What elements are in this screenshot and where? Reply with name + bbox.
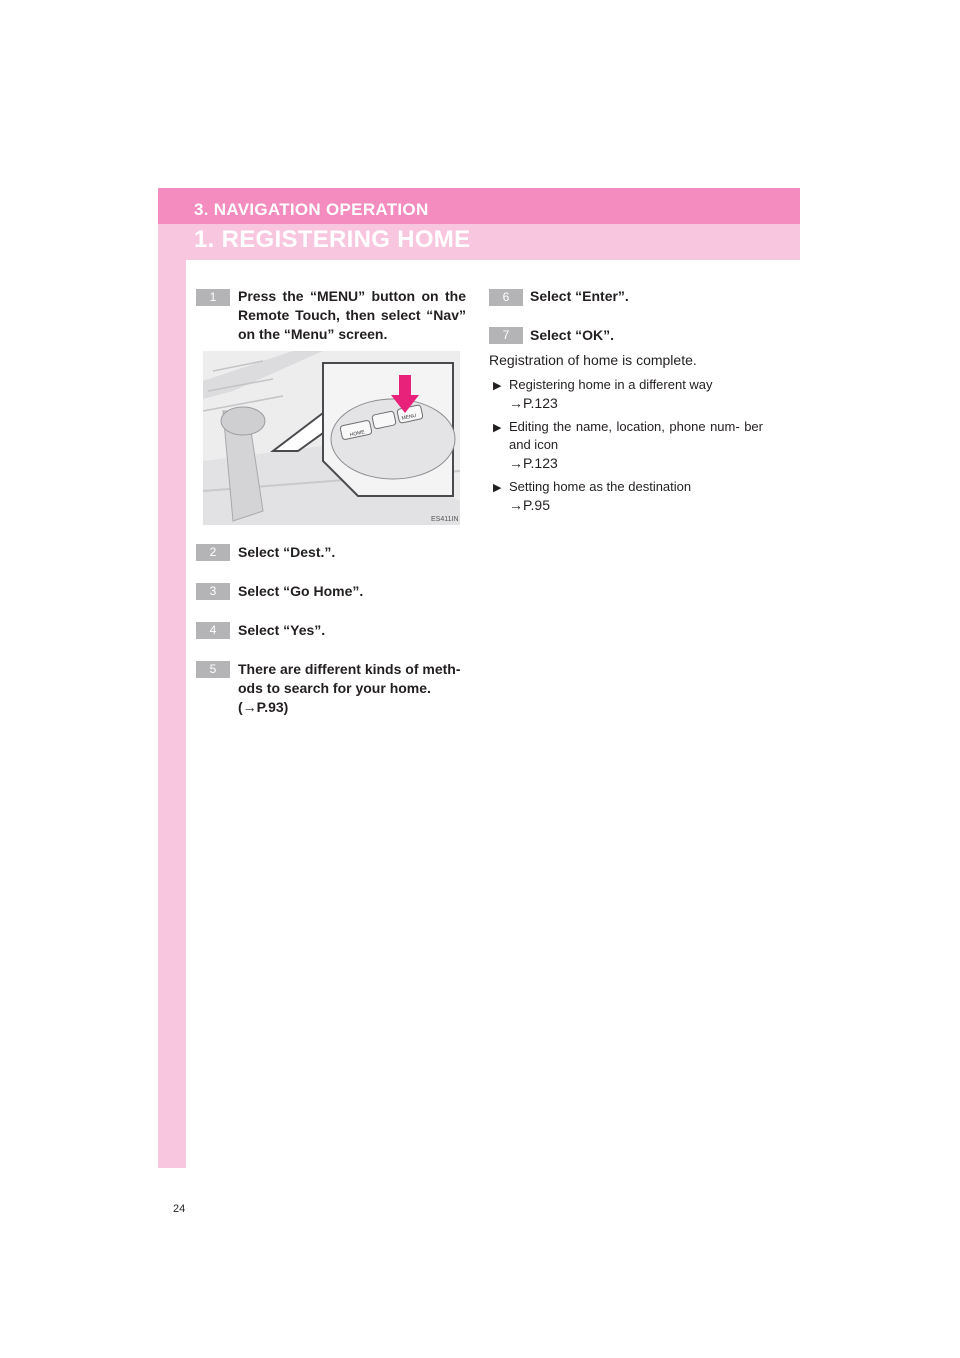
note-text: Editing the name, location, phone num- ber and icon [509,419,763,452]
step-badge-6: 6 [489,289,523,306]
step-text-1: Press the “MENU” button on the Remote Touch, then select “Nav” on the “Menu” screen. [238,288,466,342]
step-text-2: Select “Dest.”. [238,544,336,560]
bullet-arrow-icon: ▶ [493,482,502,494]
page-number: 24 [173,1203,186,1215]
step-text-7: Select “OK”. [530,327,615,343]
bullet-arrow-icon: ▶ [493,422,502,434]
remote-touch-illustration [203,351,460,525]
page-reference-link[interactable]: →P.123 [509,395,558,411]
note-editing [493,418,763,472]
home-button-label: HOME [349,429,366,439]
page-reference-link[interactable]: →P.123 [509,455,558,471]
note-text: Setting home as the destination [509,479,692,494]
step-badge-5: 5 [196,661,230,678]
step-badge-3: 3 [196,583,230,600]
note-text: Registering home in a different way [509,377,713,392]
step-text-6: Select “Enter”. [530,288,629,304]
section-label: 3. NAVIGATION OPERATION [194,200,429,219]
menu-button-label: MENU [401,412,417,422]
step-badge-1: 1 [196,289,230,306]
figure-code: ES411IN [431,516,459,523]
bullet-arrow-icon: ▶ [493,380,502,392]
step-badge-4: 4 [196,622,230,639]
side-band [158,188,186,1168]
step-badge-2: 2 [196,544,230,561]
step-text-3: Select “Go Home”. [238,583,364,599]
step-text-4: Select “Yes”. [238,622,326,638]
completion-text: Registration of home is complete. [489,352,697,368]
page-title: 1. REGISTERING HOME [194,226,471,253]
note-registering [493,376,763,412]
note-destination [493,478,763,514]
step-text-5: There are different kinds of meth- ods to search for your home. (→P.93) [238,661,461,715]
step-badge-7: 7 [489,327,523,344]
page-reference-link[interactable]: →P.95 [509,497,550,513]
